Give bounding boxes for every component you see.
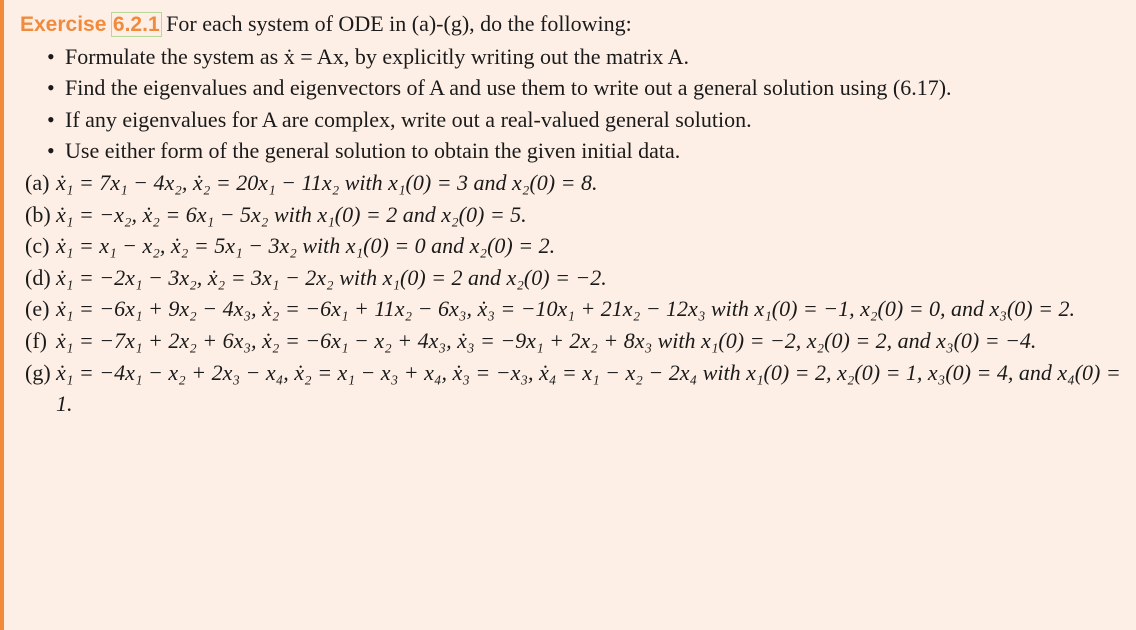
- instruction-text: Use either form of the general solution to obtain the given initial data.: [65, 138, 681, 164]
- instruction-text: If any eigenvalues for A are complex, write out a real-valued general solution.: [65, 106, 752, 132]
- part-label: (f): [25, 327, 47, 353]
- part-label: (b): [25, 201, 51, 227]
- bullet-icon: •: [47, 138, 55, 164]
- part-equation: ẋ₁ = 7x₁ − 4x₂, ẋ₂ = 20x₁ − 11x₂ with x₁(0) = 3 and x₂(0) = 8.: [56, 169, 598, 195]
- exercise-number-link[interactable]: 6.2.1: [112, 13, 160, 36]
- exercise-label: Exercise: [20, 13, 107, 36]
- part-equation: ẋ₁ = −x₂, ẋ₂ = 6x₁ − 5x₂ with x₁(0) = 2 and x₂(0) = 5.: [56, 201, 527, 227]
- bullet-icon: •: [47, 75, 55, 101]
- part-equation: ẋ₁ = x₁ − x₂, ẋ₂ = 5x₁ − 3x₂ with x₁(0) = 0 and x₂(0) = 2.: [56, 233, 556, 259]
- exercise-intro: For each system of ODE in (a)-(g), do the following:: [166, 11, 632, 36]
- part-label: (e): [25, 296, 50, 322]
- problem-part: [25, 293, 1122, 325]
- part-label: (a): [25, 169, 50, 195]
- part-equation: ẋ₁ = −6x₁ + 9x₂ − 4x₃, ẋ₂ = −6x₁ + 11x₂ − 6x₃, ẋ₃ = −10x₁ + 21x₂ − 12x₃ with x₁(0) = −1, x₂(0) = 0, and x₃(0) = 2.: [56, 296, 1075, 322]
- instruction-item: [47, 104, 1122, 136]
- instruction-text: Formulate the system as ẋ = Ax, by explicitly writing out the matrix A.: [65, 43, 690, 69]
- instruction-item: [47, 135, 1122, 167]
- part-label: (c): [25, 233, 50, 259]
- instruction-list: [20, 41, 1122, 167]
- bullet-icon: •: [47, 106, 55, 132]
- problem-part: [25, 325, 1122, 357]
- part-equation: ẋ₁ = −2x₁ − 3x₂, ẋ₂ = 3x₁ − 2x₂ with x₁(0) = 2 and x₂(0) = −2.: [56, 264, 607, 290]
- part-equation: ẋ₁ = −4x₁ − x₂ + 2x₃ − x₄, ẋ₂ = x₁ − x₃ + x₄, ẋ₃ = −x₃, ẋ₄ = x₁ − x₂ − 2x₄ with x₁(0) = 2, x₂(0) = 1, x₃(0) = 4, and x₄(0) = 1.: [56, 359, 1121, 417]
- problem-part: [25, 357, 1122, 420]
- problem-parts-list: [20, 167, 1122, 420]
- problem-part: [25, 262, 1122, 294]
- exercise-header: [20, 8, 1122, 41]
- part-label: (g): [25, 359, 51, 385]
- problem-part: [25, 230, 1122, 262]
- problem-part: [25, 167, 1122, 199]
- instruction-item: [47, 72, 1122, 104]
- instruction-text: Find the eigenvalues and eigenvectors of A and use them to write out a general solution using (6.17).: [65, 75, 952, 101]
- part-label: (d): [25, 264, 51, 290]
- part-equation: ẋ₁ = −7x₁ + 2x₂ + 6x₃, ẋ₂ = −6x₁ − x₂ + 4x₃, ẋ₃ = −9x₁ + 2x₂ + 8x₃ with x₁(0) = −2, x₂(0) = 2, and x₃(0) = −4.: [56, 327, 1037, 353]
- instruction-item: [47, 41, 1122, 73]
- problem-part: [25, 199, 1122, 231]
- bullet-icon: •: [47, 43, 55, 69]
